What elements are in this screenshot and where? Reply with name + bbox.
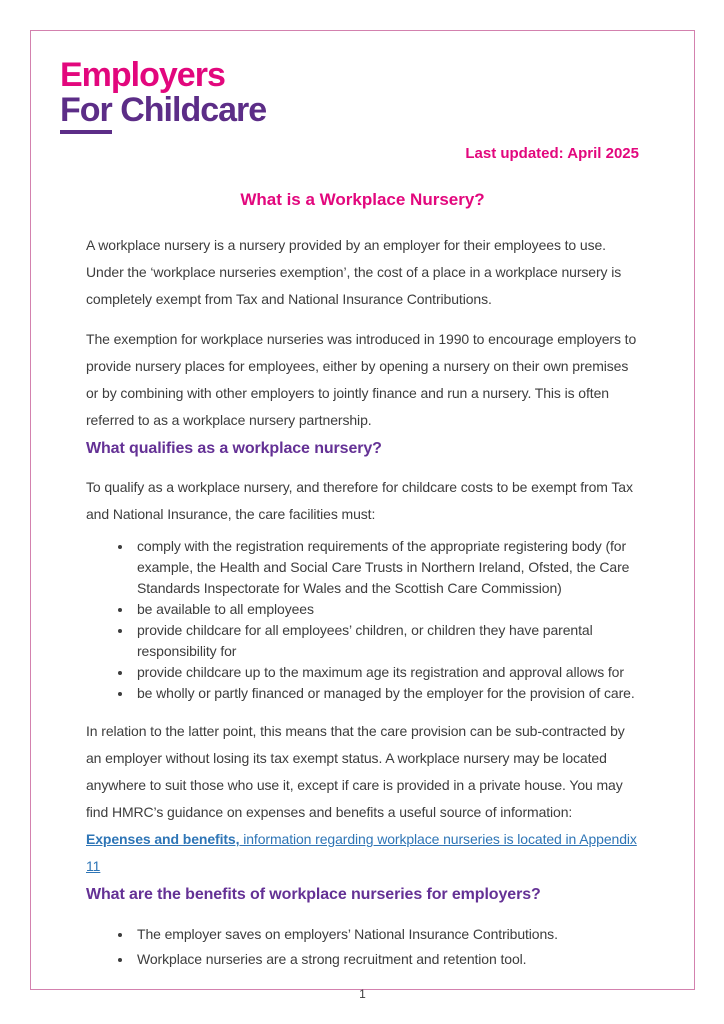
qualify-closing-paragraph bbox=[86, 718, 639, 880]
logo-word-childcare: Childcare bbox=[111, 91, 267, 129]
employers-for-childcare-logo bbox=[60, 58, 639, 134]
expenses-and-benefits-link[interactable]: Expenses and benefits, bbox=[86, 831, 240, 847]
list-item: • Workplace nurseries are a strong recruitment and retention tool. bbox=[133, 947, 639, 972]
page-title: What is a Workplace Nursery? bbox=[240, 190, 485, 209]
page-content bbox=[31, 58, 694, 1001]
section-heading-qualifies: What qualifies as a workplace nursery? bbox=[86, 440, 382, 457]
section-heading-benefits: What are the benefits of workplace nurseries for employers? bbox=[86, 886, 541, 903]
document-page bbox=[30, 30, 695, 1001]
logo-word-for: For bbox=[60, 93, 112, 134]
list-item: • provide childcare up to the maximum age its registration and approval allows for bbox=[133, 662, 639, 683]
qualify-lead-paragraph: To qualify as a workplace nursery, and therefore for childcare costs to be exempt from Tax and National Insurance, the care facilities must: bbox=[86, 479, 633, 522]
list-item: • The employer saves on employers’ National Insurance Contributions. bbox=[133, 922, 639, 947]
list-item: • provide childcare for all employees’ children, or children they have parental responsibility for bbox=[133, 620, 639, 662]
intro-paragraph-2: The exemption for workplace nurseries was introduced in 1990 to encourage employers to provide nursery places for employees, either by opening a nursery on their own premises or by combining with other employers to jointly finance and run a nursery. This is often referred to as a workplace nursery partnership. bbox=[86, 331, 637, 428]
benefits-bullet-list bbox=[86, 922, 639, 972]
list-item: • be wholly or partly financed or managed by the employer for the provision of care. bbox=[133, 683, 639, 704]
list-item: • be available to all employees bbox=[133, 599, 639, 620]
last-updated-label: Last updated: April 2025 bbox=[465, 145, 639, 162]
qualify-bullet-list bbox=[86, 536, 639, 704]
logo-line-for-childcare bbox=[60, 93, 639, 134]
appendix-11-link[interactable]: information regarding workplace nurseries is located in Appendix 11 bbox=[86, 831, 637, 874]
closing-text: In relation to the latter point, this means that the care provision can be sub-contracted by an employer without losing its tax exempt status. A workplace nursery may be located anywhere to suit those who use it, except if care is provided in a private house. You may find HMRC’s guidance on expenses and benefits a useful source of information: bbox=[86, 723, 625, 820]
list-item: • comply with the registration requirements of the appropriate registering body (for example, the Health and Social Care Trusts in Northern Ireland, Ofsted, the Care Standards Inspectorate for Wales and the Scottish Care Commission) bbox=[133, 536, 639, 599]
logo-line-employers: Employers bbox=[60, 56, 225, 94]
intro-paragraph-1: A workplace nursery is a nursery provided by an employer for their employees to use. Under the ‘workplace nurseries exemption’, the cost of a place in a workplace nursery is completely exempt from Tax and National Insurance Contributions. bbox=[86, 237, 622, 307]
page-number: 1 bbox=[359, 987, 366, 1001]
